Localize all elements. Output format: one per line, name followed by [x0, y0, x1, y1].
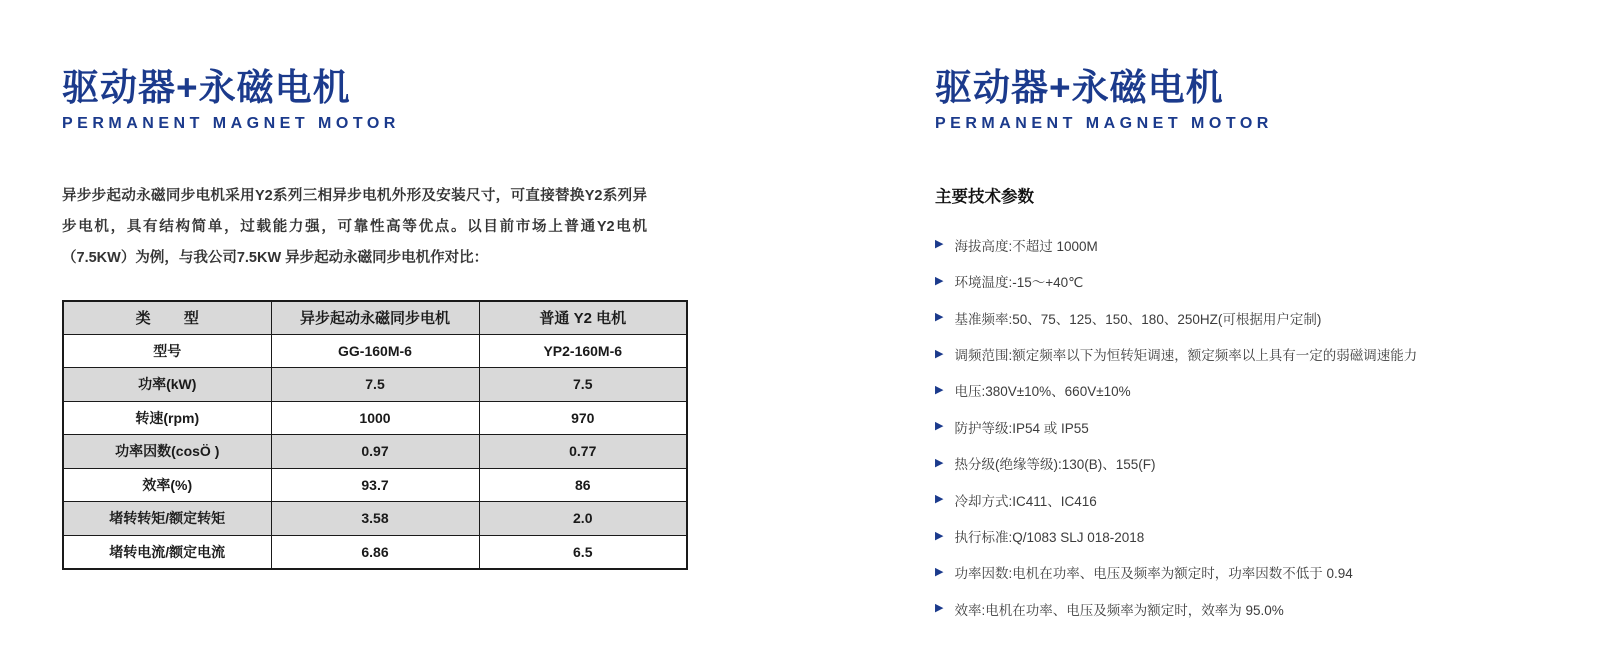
row-label: 型号	[63, 334, 271, 368]
cell-value: YP2-160M-6	[479, 334, 687, 368]
cell-value: 0.97	[271, 435, 479, 469]
row-label: 功率因数(cosÖ )	[63, 435, 271, 469]
column-header-y2-motor: 普通 Y2 电机	[479, 301, 687, 335]
cell-value: 6.5	[479, 535, 687, 569]
intro-paragraph: 异步步起动永磁同步电机采用Y2系列三相异步电机外形及安装尺寸，可直接替换Y2系列异步电机，具有结构简单，过载能力强，可靠性高等优点。以目前市场上普通Y2电机（7.5KW）为例，与我公司7.5KW 异步起动永磁同步电机作对比：	[62, 187, 647, 266]
row-label: 转速(rpm)	[63, 401, 271, 435]
spec-text: 防护等级:IP54 或 IP55	[954, 420, 1089, 436]
specs-section-heading: 主要技术参数	[935, 187, 1034, 206]
cell-value: GG-160M-6	[271, 334, 479, 368]
spec-item	[935, 336, 1595, 372]
cell-value: 3.58	[271, 502, 479, 536]
page-title: 驱动器+永磁电机	[62, 67, 351, 108]
left-page-section	[62, 0, 690, 570]
triangle-bullet-icon: ▶	[935, 311, 944, 324]
spec-text: 功率因数:电机在功率、电压及频率为额定时，功率因数不低于 0.94	[954, 566, 1353, 582]
spec-text: 冷却方式:IC411、IC416	[954, 493, 1097, 509]
triangle-bullet-icon: ▶	[935, 274, 944, 287]
cell-value: 2.0	[479, 502, 687, 536]
spec-text: 效率:电机在功率、电压及频率为额定时，效率为 95.0%	[954, 602, 1284, 618]
spec-text: 海拔高度:不超过 1000M	[954, 238, 1098, 254]
column-header-type: 类 型	[63, 301, 271, 335]
page-title: 驱动器+永磁电机	[935, 67, 1224, 108]
table-header-row	[63, 301, 687, 335]
triangle-bullet-icon: ▶	[935, 347, 944, 360]
row-label: 堵转电流/额定电流	[63, 535, 271, 569]
table-row	[63, 368, 687, 402]
triangle-bullet-icon: ▶	[935, 493, 944, 506]
spec-item	[935, 372, 1595, 408]
row-label: 功率(kW)	[63, 368, 271, 402]
spec-item	[935, 227, 1595, 263]
cell-value: 93.7	[271, 468, 479, 502]
motor-comparison-table	[62, 300, 688, 570]
table-row	[63, 502, 687, 536]
page-subtitle: PERMANENT MAGNET MOTOR	[935, 114, 1273, 132]
spec-text: 电压:380V±10%、660V±10%	[954, 384, 1131, 400]
triangle-bullet-icon: ▶	[935, 565, 944, 578]
spec-item	[935, 518, 1595, 554]
triangle-bullet-icon: ▶	[935, 238, 944, 251]
spec-text: 调频范围:额定频率以下为恒转矩调速，额定频率以上具有一定的弱磁调速能力	[954, 348, 1418, 364]
table-row	[63, 468, 687, 502]
spec-item	[935, 299, 1595, 335]
spec-text: 基准频率:50、75、125、150、180、250HZ(可根据用户定制)	[954, 311, 1322, 327]
table-row	[63, 535, 687, 569]
spec-item	[935, 263, 1595, 299]
right-page-section	[935, 0, 1595, 627]
cell-value: 7.5	[479, 368, 687, 402]
spec-item	[935, 591, 1595, 627]
spec-item	[935, 409, 1595, 445]
column-header-pm-motor: 异步起动永磁同步电机	[271, 301, 479, 335]
page-subtitle: PERMANENT MAGNET MOTOR	[62, 114, 400, 132]
cell-value: 970	[479, 401, 687, 435]
triangle-bullet-icon: ▶	[935, 456, 944, 469]
cell-value: 7.5	[271, 368, 479, 402]
table-row	[63, 334, 687, 368]
triangle-bullet-icon: ▶	[935, 383, 944, 396]
spec-text: 热分级(绝缘等级):130(B)、155(F)	[954, 457, 1156, 473]
table-row	[63, 435, 687, 469]
row-label: 堵转转矩/额定转矩	[63, 502, 271, 536]
cell-value: 6.86	[271, 535, 479, 569]
spec-item	[935, 445, 1595, 481]
row-label: 效率(%)	[63, 468, 271, 502]
cell-value: 86	[479, 468, 687, 502]
spec-item	[935, 481, 1595, 517]
triangle-bullet-icon: ▶	[935, 602, 944, 615]
cell-value: 1000	[271, 401, 479, 435]
triangle-bullet-icon: ▶	[935, 420, 944, 433]
table-row	[63, 401, 687, 435]
spec-item	[935, 554, 1595, 590]
technical-specs-list	[935, 227, 1595, 627]
triangle-bullet-icon: ▶	[935, 529, 944, 542]
spec-text: 执行标准:Q/1083 SLJ 018-2018	[954, 530, 1145, 545]
cell-value: 0.77	[479, 435, 687, 469]
spec-text: 环境温度:-15～+40℃	[954, 275, 1084, 291]
